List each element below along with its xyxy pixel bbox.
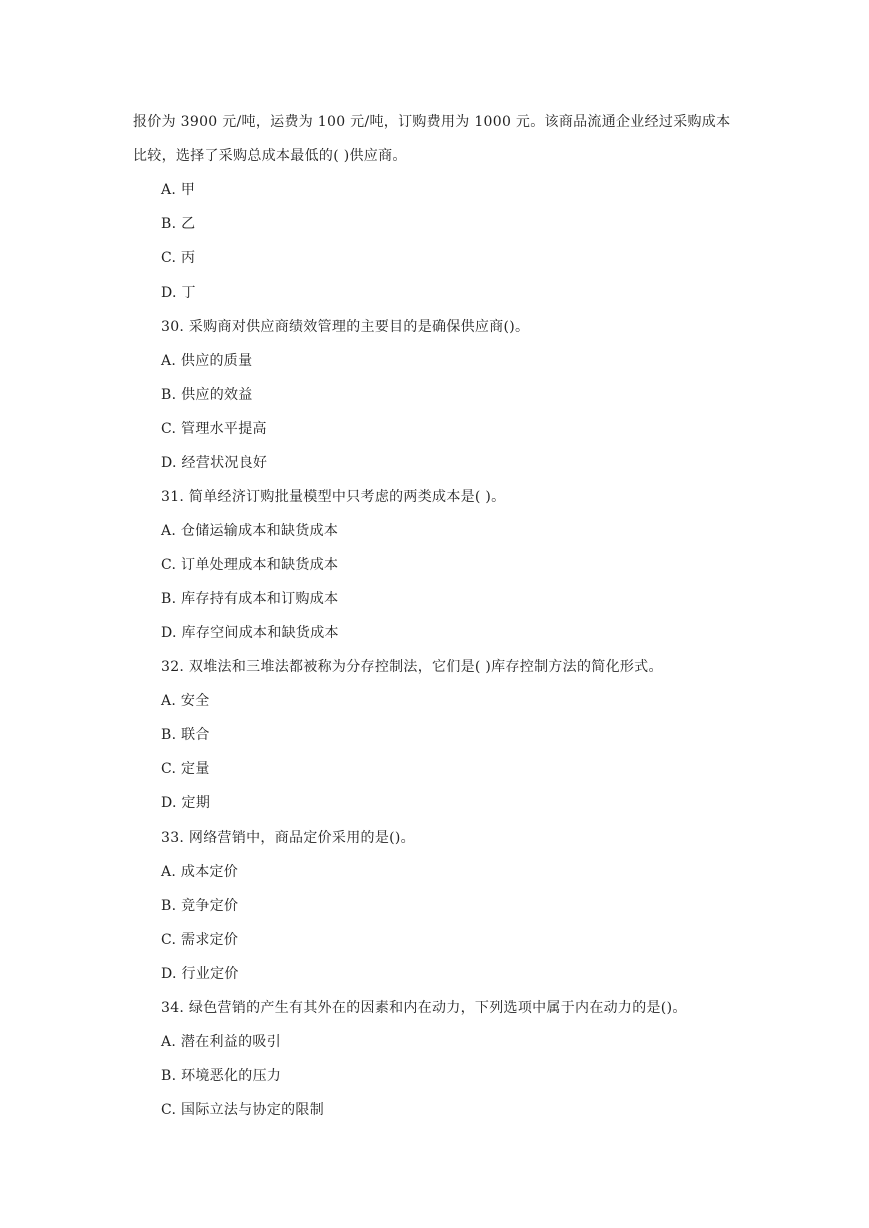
- q32-option-b: B. 联合: [161, 727, 210, 743]
- q32-option-c: C. 定量: [161, 761, 210, 777]
- q34-option-a: A. 潜在利益的吸引: [161, 1034, 282, 1050]
- question-29-text-line-2: 比较，选择了采购总成本最低的( )供应商。: [133, 148, 407, 164]
- q34-option-b: B. 环境恶化的压力: [161, 1068, 282, 1084]
- q33-option-b: B. 竞争定价: [161, 898, 239, 914]
- q31-option-1: A. 仓储运输成本和缺货成本: [161, 523, 339, 539]
- question-29-text-line-1: 报价为 3900 元/吨，运费为 100 元/吨，订购费用为 1000 元。该商品流通企业经过采购成本: [133, 114, 731, 130]
- q32-option-d: D. 定期: [161, 795, 211, 811]
- question-32-stem: 32. 双堆法和三堆法都被称为分存控制法，它们是( )库存控制方法的简化形式。: [161, 659, 663, 675]
- question-33-stem: 33. 网络营销中，商品定价采用的是()。: [161, 830, 415, 846]
- question-30-stem: 30. 采购商对供应商绩效管理的主要目的是确保供应商()。: [161, 319, 530, 335]
- question-34-stem: 34. 绿色营销的产生有其外在的因素和内在动力，下列选项中属于内在动力的是()。: [161, 1000, 687, 1016]
- q31-option-3: B. 库存持有成本和订购成本: [161, 591, 339, 607]
- q32-option-a: A. 安全: [161, 693, 210, 709]
- q30-option-a: A. 供应的质量: [161, 353, 253, 369]
- q33-option-d: D. 行业定价: [161, 966, 239, 982]
- q29-option-d: D. 丁: [161, 285, 196, 301]
- q29-option-b: B. 乙: [161, 216, 196, 232]
- q33-option-a: A. 成本定价: [161, 864, 239, 880]
- q30-option-d: D. 经营状况良好: [161, 455, 268, 471]
- q29-option-c: C. 丙: [161, 250, 196, 266]
- q29-option-a: A. 甲: [161, 182, 196, 198]
- question-31-stem: 31. 简单经济订购批量模型中只考虑的两类成本是( )。: [161, 489, 506, 505]
- q30-option-b: B. 供应的效益: [161, 387, 253, 403]
- q33-option-c: C. 需求定价: [161, 932, 239, 948]
- q31-option-2: C. 订单处理成本和缺货成本: [161, 557, 339, 573]
- q30-option-c: C. 管理水平提高: [161, 421, 267, 437]
- q31-option-4: D. 库存空间成本和缺货成本: [161, 625, 339, 641]
- q34-option-c: C. 国际立法与协定的限制: [161, 1102, 325, 1118]
